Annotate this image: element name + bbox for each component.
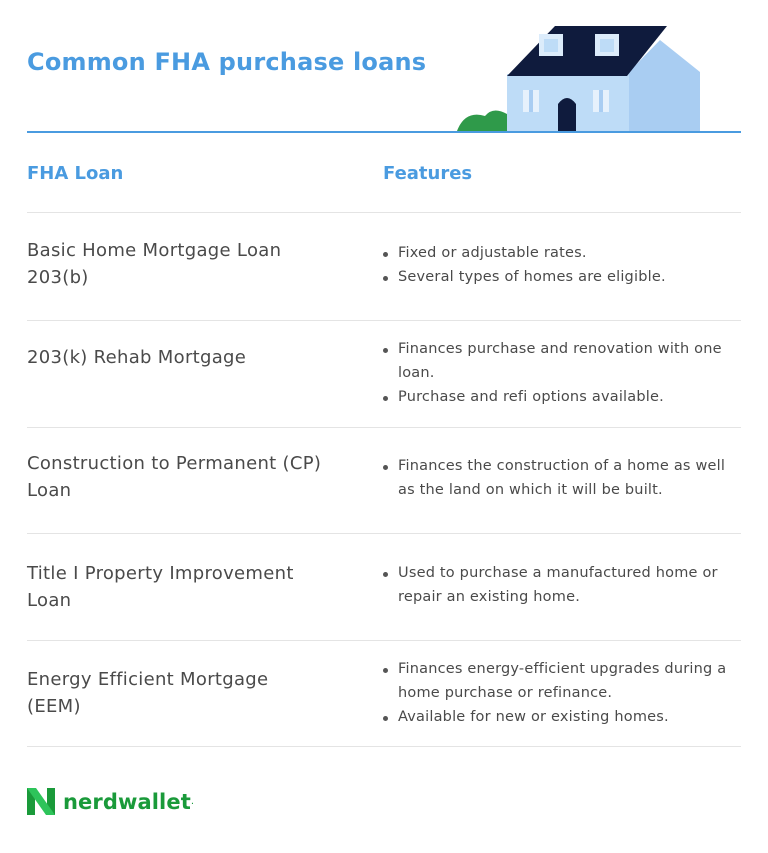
row-divider <box>27 533 741 534</box>
brand-name: nerdwallet <box>63 789 191 814</box>
loan-name: Energy Efficient Mortgage (EEM) <box>27 669 269 717</box>
feature-list <box>381 454 731 502</box>
loan-name: Basic Home Mortgage Loan 203(b) <box>27 240 282 288</box>
feature-list <box>381 657 731 729</box>
house-illustration <box>455 24 745 132</box>
brand-dot: . <box>190 796 195 807</box>
column-header-loan: FHA Loan <box>27 163 124 184</box>
feature-item: Finances energy-efficient upgrades during a home purchase or refinance. <box>381 657 731 705</box>
feature-list <box>381 241 731 289</box>
row-divider <box>27 746 741 747</box>
row-divider <box>27 640 741 641</box>
loan-name: Title I Property Improvement Loan <box>27 563 294 611</box>
feature-item: Fixed or adjustable rates. <box>381 241 731 265</box>
feature-list <box>381 561 731 609</box>
feature-item: Several types of homes are eligible. <box>381 265 731 289</box>
row-divider <box>27 212 741 213</box>
loan-name: 203(k) Rehab Mortgage <box>27 347 247 368</box>
feature-item: Purchase and refi options available. <box>381 385 731 409</box>
feature-item: Finances purchase and renovation with one loan. <box>381 337 731 385</box>
feature-list <box>381 337 731 409</box>
feature-item: Available for new or existing homes. <box>381 705 731 729</box>
feature-item: Used to purchase a manufactured home or repair an existing home. <box>381 561 731 609</box>
loan-name: Construction to Permanent (CP) Loan <box>27 453 322 501</box>
row-divider <box>27 320 741 321</box>
nerdwallet-n-logo-icon <box>27 788 55 815</box>
feature-item: Finances the construction of a home as well as the land on which it will be built. <box>381 454 731 502</box>
page-title: Common FHA purchase loans <box>27 48 427 76</box>
nerdwallet-logo <box>27 788 194 815</box>
title-divider <box>27 131 741 133</box>
row-divider <box>27 427 741 428</box>
column-header-features: Features <box>383 163 473 184</box>
